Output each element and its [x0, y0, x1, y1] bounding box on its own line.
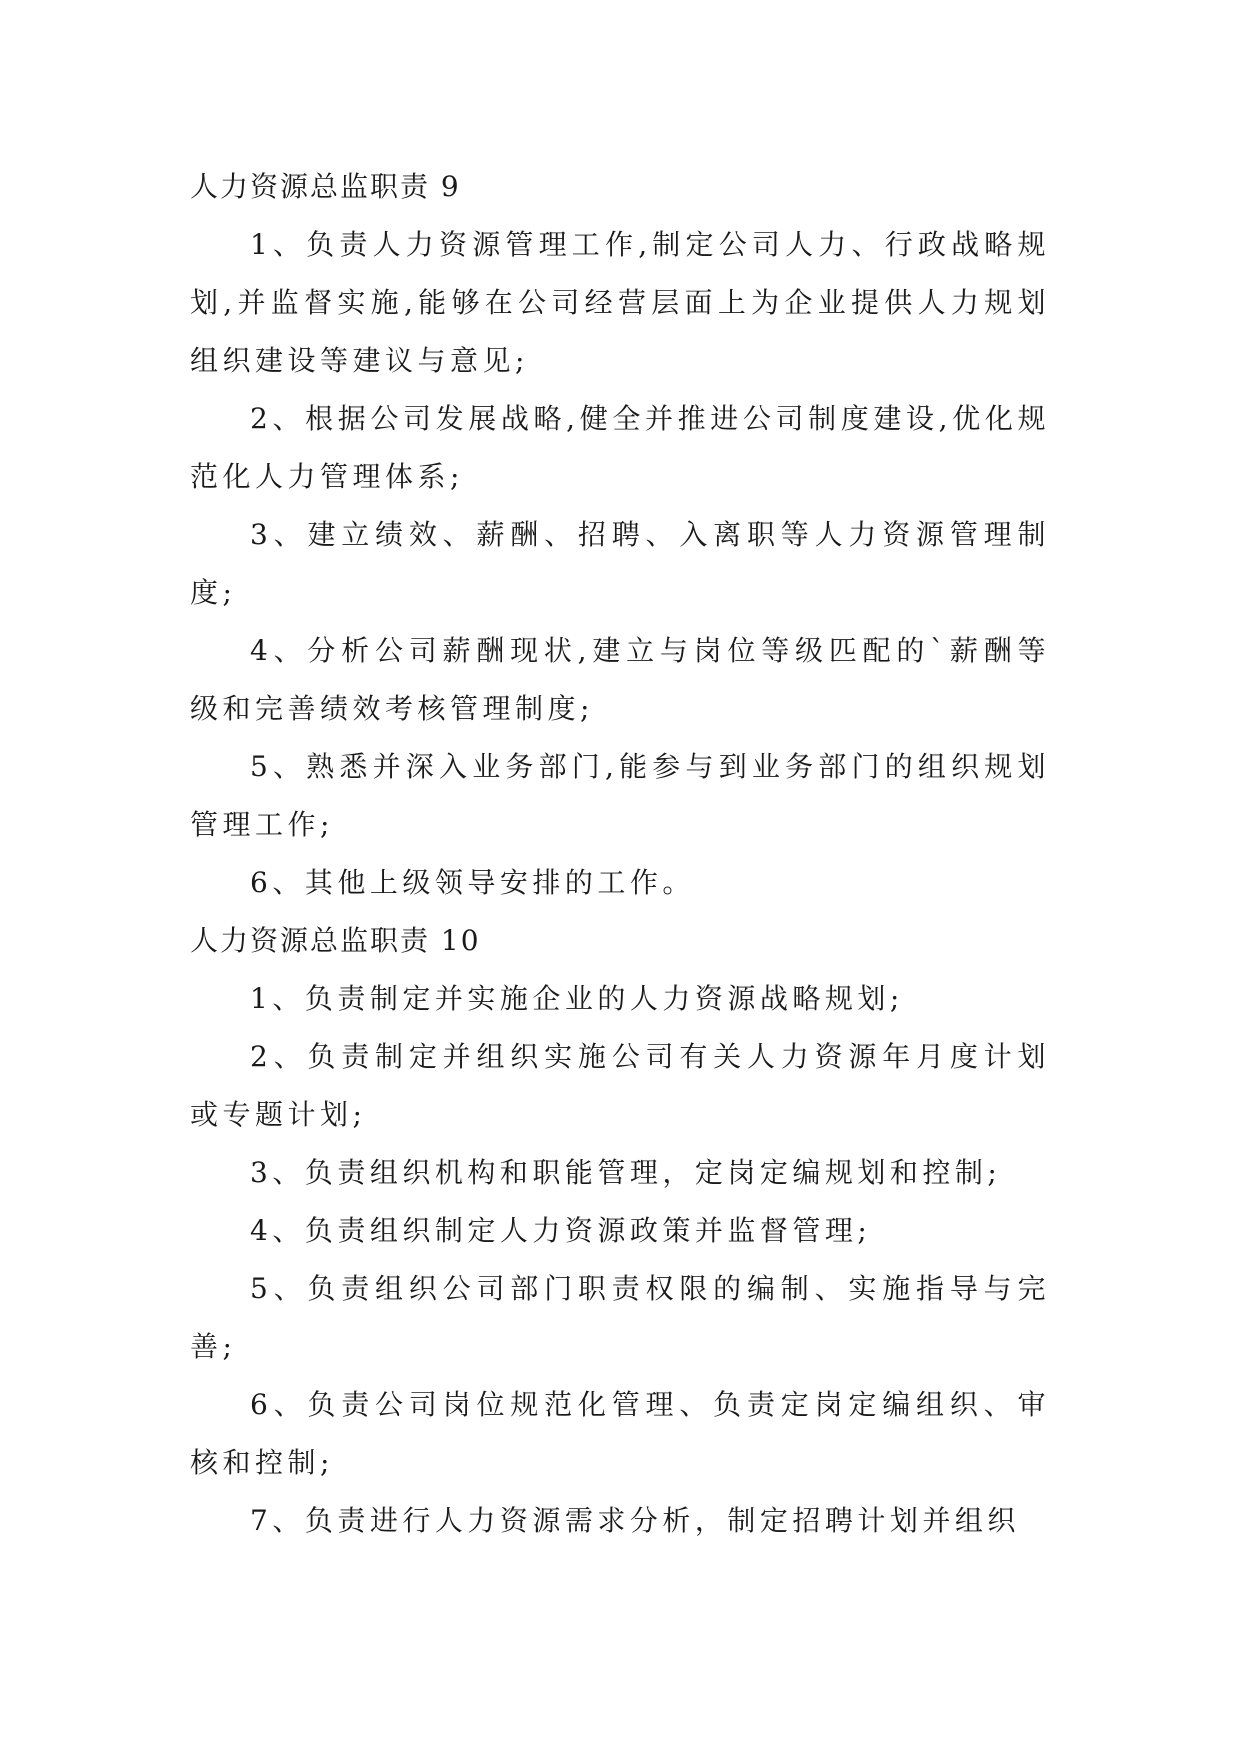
list-item: 5、负责组织公司部门职责权限的编制、实施指导与完善; [190, 1272, 1050, 1363]
list-item: 1、负责制定并实施企业的人力资源战略规划; [250, 982, 904, 1015]
list-item: 5、熟悉并深入业务部门,能参与到业务部门的组织规划管理工作; [190, 750, 1050, 841]
list-item: 4、负责组织制定人力资源政策并监督管理; [250, 1214, 872, 1247]
list-item: 3、建立绩效、薪酬、招聘、入离职等人力资源管理制度; [190, 518, 1050, 609]
list-item: 2、负责制定并组织实施公司有关人力资源年月度计划或专题计划; [190, 1040, 1050, 1131]
document-page [190, 158, 1050, 1550]
list-item: 3、负责组织机构和职能管理，定岗定编规划和控制; [250, 1156, 1002, 1189]
list-item: 1、负责人力资源管理工作,制定公司人力、行政战略规划,并监督实施,能够在公司经营层面上为企业提供人力规划组织建设等建议与意见; [190, 228, 1050, 377]
list-item: 7、负责进行人力资源需求分析，制定招聘计划并组织 [250, 1504, 1020, 1537]
list-item: 4、分析公司薪酬现状,建立与岗位等级匹配的`薪酬等级和完善绩效考核管理制度; [190, 634, 1050, 725]
section-title: 人力资源总监职责 9 [190, 170, 461, 203]
list-item: 2、根据公司发展战略,健全并推进公司制度建设,优化规范化人力管理体系; [190, 402, 1050, 493]
section-title: 人力资源总监职责 10 [190, 924, 481, 957]
list-item: 6、其他上级领导安排的工作。 [250, 866, 695, 899]
list-item: 6、负责公司岗位规范化管理、负责定岗定编组织、审核和控制; [190, 1388, 1050, 1479]
